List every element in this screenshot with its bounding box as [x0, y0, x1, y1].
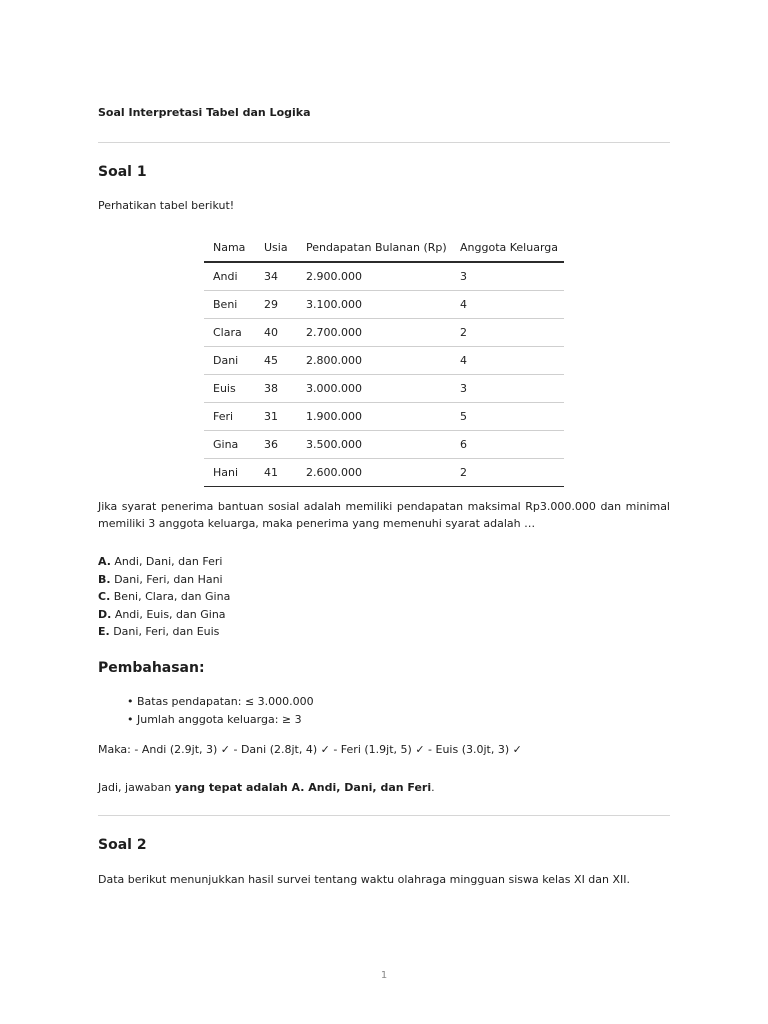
divider: [98, 815, 670, 816]
table-row: [204, 291, 564, 319]
cell-nama: Dani: [204, 347, 255, 375]
option-letter: A.: [98, 555, 111, 568]
cell-anggota: 4: [451, 291, 564, 319]
column-header-nama: Nama: [204, 233, 255, 262]
criteria-item: • Batas pendapatan: ≤ 3.000.000: [127, 695, 314, 708]
cell-pendapatan: 2.600.000: [297, 459, 451, 487]
table-row: [204, 347, 564, 375]
cell-usia: 38: [255, 375, 297, 403]
page-number: 1: [380, 970, 388, 981]
cell-pendapatan: 2.800.000: [297, 347, 451, 375]
option-letter: E.: [98, 625, 110, 638]
option-text: Dani, Feri, dan Hani: [114, 572, 223, 586]
soal1-intro: Perhatikan tabel berikut!: [98, 199, 235, 212]
cell-nama: Beni: [204, 291, 255, 319]
option-letter: D.: [98, 607, 112, 621]
cell-usia: 40: [255, 319, 297, 347]
option-e: [98, 623, 230, 641]
pembahasan-heading: Pembahasan:: [98, 660, 205, 676]
conclusion-prefix: Jadi, jawaban: [98, 781, 175, 794]
income-table: [204, 233, 564, 487]
cell-nama: Feri: [204, 403, 255, 431]
cell-usia: 31: [255, 403, 297, 431]
table-row: [204, 375, 564, 403]
table-row: [204, 403, 564, 431]
option-text: Andi, Euis, dan Gina: [114, 607, 226, 621]
conclusion-suffix: .: [431, 781, 435, 794]
cell-usia: 45: [255, 347, 297, 375]
cell-anggota: 5: [451, 403, 564, 431]
cell-pendapatan: 2.700.000: [297, 319, 451, 347]
option-d: [98, 606, 230, 624]
cell-nama: Clara: [204, 319, 255, 347]
soal2-heading: Soal 2: [98, 837, 147, 853]
option-letter: B.: [98, 572, 111, 586]
soal1-heading: Soal 1: [98, 164, 147, 180]
cell-anggota: 2: [451, 459, 564, 487]
cell-nama: Andi: [204, 262, 255, 291]
document-title: Soal Interpretasi Tabel dan Logika: [98, 106, 311, 119]
table-row: [204, 319, 564, 347]
option-a: [98, 553, 230, 571]
table-row: [204, 262, 564, 291]
column-header-pendapatan: Pendapatan Bulanan (Rp): [297, 233, 451, 262]
option-letter: C.: [98, 590, 111, 603]
cell-pendapatan: 3.100.000: [297, 291, 451, 319]
cell-pendapatan: 3.000.000: [297, 375, 451, 403]
cell-usia: 36: [255, 431, 297, 459]
option-b: [98, 571, 230, 589]
divider: [98, 142, 670, 143]
cell-anggota: 3: [451, 375, 564, 403]
option-text: Dani, Feri, dan Euis: [113, 625, 220, 638]
answer-options: [98, 553, 230, 641]
criteria-list: [127, 693, 314, 729]
cell-usia: 34: [255, 262, 297, 291]
cell-nama: Gina: [204, 431, 255, 459]
cell-pendapatan: 2.900.000: [297, 262, 451, 291]
cell-anggota: 2: [451, 319, 564, 347]
cell-anggota: 3: [451, 262, 564, 291]
cell-nama: Hani: [204, 459, 255, 487]
option-text: Andi, Dani, dan Feri: [114, 555, 223, 568]
cell-anggota: 4: [451, 347, 564, 375]
conclusion: [98, 779, 670, 796]
cell-pendapatan: 3.500.000: [297, 431, 451, 459]
soal2-intro: Data berikut menunjukkan hasil survei tentang waktu olahraga mingguan siswa kelas XI dan XII.: [98, 873, 631, 886]
option-text: Beni, Clara, dan Gina: [113, 590, 231, 603]
column-header-usia: Usia: [255, 233, 297, 262]
conclusion-answer: yang tepat adalah A. Andi, Dani, dan Feri: [174, 781, 432, 794]
soal1-question: Jika syarat penerima bantuan sosial adalah memiliki pendapatan maksimal Rp3.000.000 dan minimal memiliki 3 anggota keluarga, maka penerima yang memenuhi syarat adalah …: [98, 500, 670, 530]
cell-anggota: 6: [451, 431, 564, 459]
cell-usia: 29: [255, 291, 297, 319]
column-header-anggota: Anggota Keluarga: [451, 233, 564, 262]
cell-pendapatan: 1.900.000: [297, 403, 451, 431]
table-row: [204, 431, 564, 459]
cell-usia: 41: [255, 459, 297, 487]
table-header-row: [204, 233, 564, 262]
cell-nama: Euis: [204, 375, 255, 403]
option-c: [98, 588, 230, 606]
maka-line: Maka: - Andi (2.9jt, 3) ✓ - Dani (2.8jt, 4) ✓ - Feri (1.9jt, 5) ✓ - Euis (3.0jt, 3) ✓: [98, 743, 522, 756]
table-row: [204, 459, 564, 487]
criteria-item: • Jumlah anggota keluarga: ≥ 3: [127, 713, 302, 726]
